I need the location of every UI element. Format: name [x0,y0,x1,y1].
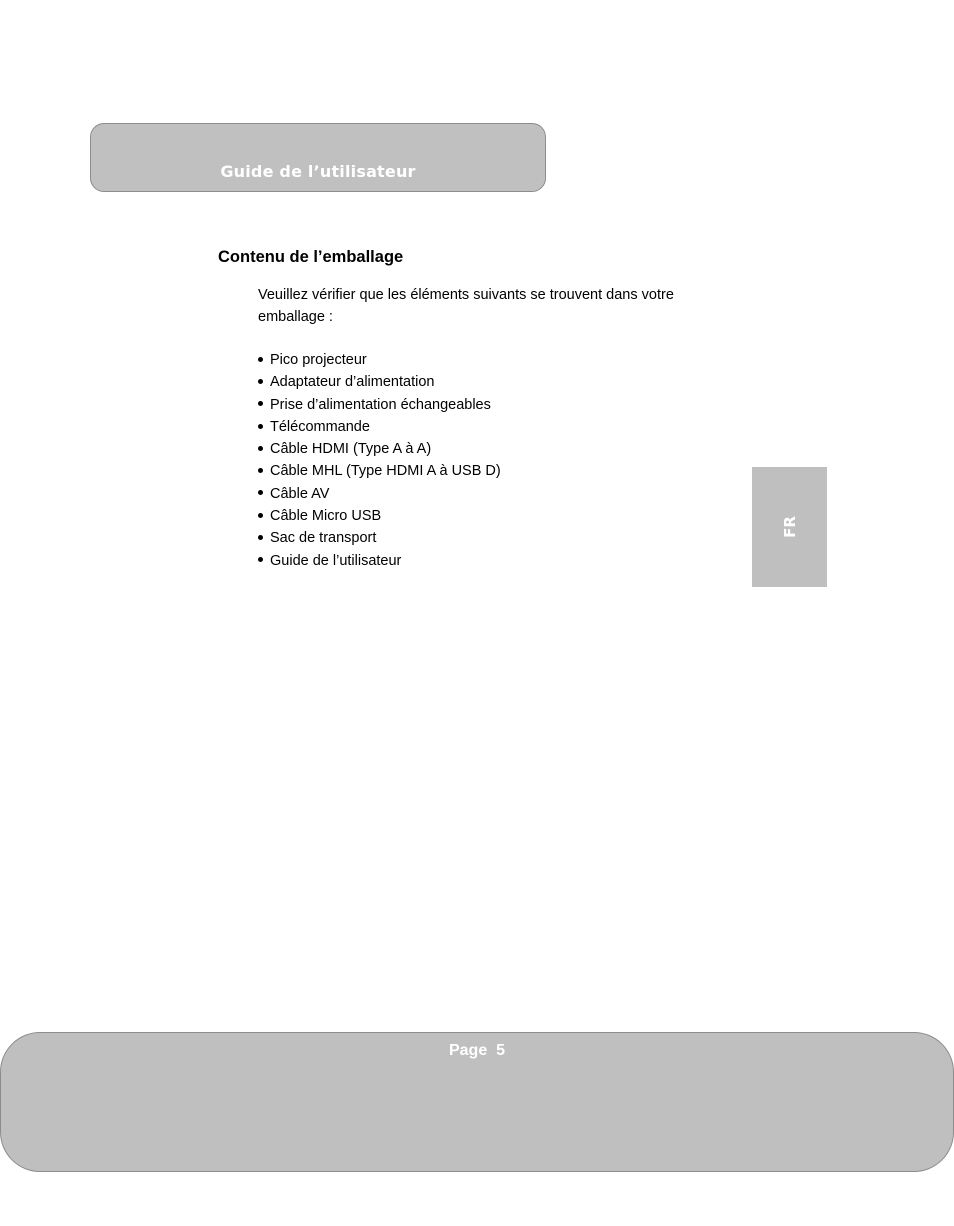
list-item [258,505,501,527]
page-number: Page 5 [448,1042,506,1059]
list-item-label: Câble AV [270,485,330,502]
list-item-label: Prise d’alimentation échangeables [270,396,491,413]
list-item-label: Adaptateur d’alimentation [270,374,435,391]
list-item-label: Télécommande [270,418,370,435]
list-item-label: Câble HDMI (Type A à A) [270,441,432,458]
list-item-label: Sac de transport [270,530,377,547]
list-item [258,416,501,438]
section-heading: Contenu de l’emballage [218,248,404,266]
bullet-icon [258,557,263,562]
list-item [258,460,501,482]
bullet-icon [258,357,263,362]
list-item [258,371,501,393]
list-item [258,349,501,371]
list-item [258,550,501,572]
bullet-icon [258,401,263,406]
bullet-icon [258,468,263,473]
bullet-icon [258,513,263,518]
list-item [258,483,501,505]
bullet-icon [258,379,263,384]
bullet-icon [258,490,263,495]
list-item [258,394,501,416]
footer-bar [0,1032,954,1172]
language-label: FR [780,516,799,538]
list-item-label: Câble MHL (Type HDMI A à USB D) [270,463,501,480]
package-contents-list [258,349,501,572]
header-title: Guide de l’utilisateur [220,162,416,181]
bullet-icon [258,424,263,429]
header-tab [90,123,546,192]
language-tab [752,467,827,587]
intro-paragraph: Veuillez vérifier que les éléments suivants se trouvent dans votre emballage : [258,287,674,325]
bullet-icon [258,535,263,540]
list-item [258,438,501,460]
bullet-icon [258,446,263,451]
list-item-label: Câble Micro USB [270,508,382,525]
list-item [258,527,501,549]
list-item-label: Guide de l’utilisateur [270,552,402,569]
list-item-label: Pico projecteur [270,352,367,368]
